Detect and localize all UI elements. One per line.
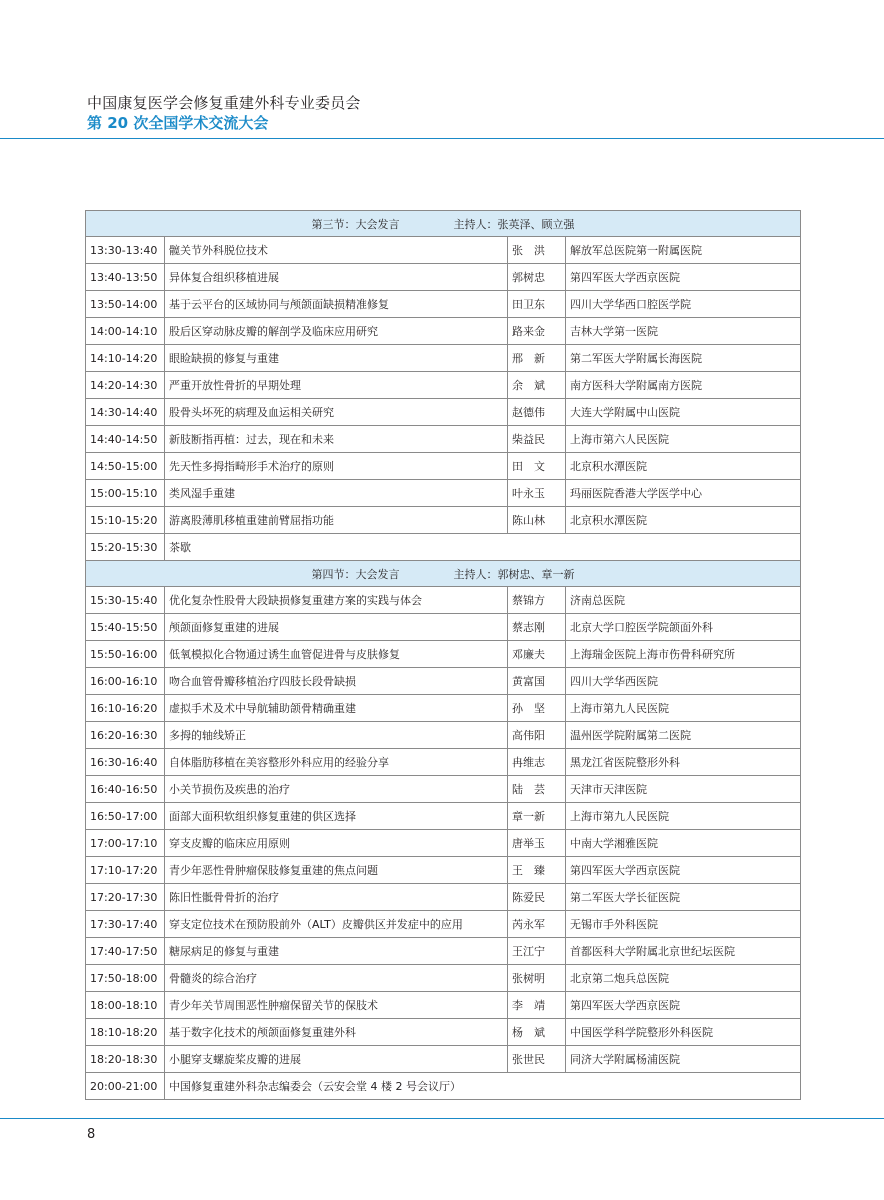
time-cell: 16:30-16:40 xyxy=(86,749,165,776)
break-label: 茶歇 xyxy=(165,534,801,561)
time-cell: 15:50-16:00 xyxy=(86,641,165,668)
topic-cell: 面部大面积软组织修复重建的供区选择 xyxy=(165,803,508,830)
topic-cell: 青少年恶性骨肿瘤保肢修复重建的焦点问题 xyxy=(165,857,508,884)
section-header-row xyxy=(86,561,801,587)
time-cell: 17:30-17:40 xyxy=(86,911,165,938)
speaker-cell: 章一新 xyxy=(508,803,566,830)
affiliation-cell: 北京积水潭医院 xyxy=(566,507,801,534)
affiliation-cell: 上海市第六人民医院 xyxy=(566,426,801,453)
affiliation-cell: 中南大学湘雅医院 xyxy=(566,830,801,857)
break-row xyxy=(86,534,801,561)
topic-cell: 穿支定位技术在预防股前外（ALT）皮瓣供区并发症中的应用 xyxy=(165,911,508,938)
table-row xyxy=(86,614,801,641)
table-row xyxy=(86,426,801,453)
topic-cell: 穿支皮瓣的临床应用原则 xyxy=(165,830,508,857)
time-cell: 17:10-17:20 xyxy=(86,857,165,884)
time-cell: 14:40-14:50 xyxy=(86,426,165,453)
table-row xyxy=(86,749,801,776)
table-row xyxy=(86,1046,801,1073)
time-cell: 18:10-18:20 xyxy=(86,1019,165,1046)
topic-cell: 糖尿病足的修复与重建 xyxy=(165,938,508,965)
table-row xyxy=(86,237,801,264)
speaker-cell: 黄富国 xyxy=(508,668,566,695)
speaker-cell: 杨 斌 xyxy=(508,1019,566,1046)
table-row xyxy=(86,695,801,722)
time-cell: 13:50-14:00 xyxy=(86,291,165,318)
table-row xyxy=(86,453,801,480)
speaker-cell: 田卫东 xyxy=(508,291,566,318)
topic-cell: 类风湿手重建 xyxy=(165,480,508,507)
topic-cell: 髋关节外科脱位技术 xyxy=(165,237,508,264)
time-cell: 15:30-15:40 xyxy=(86,587,165,614)
affiliation-cell: 无锡市手外科医院 xyxy=(566,911,801,938)
page-header xyxy=(87,93,361,133)
section-header xyxy=(86,211,801,237)
affiliation-cell: 北京第二炮兵总医院 xyxy=(566,965,801,992)
affiliation-cell: 四川大学华西口腔医学院 xyxy=(566,291,801,318)
affiliation-cell: 黑龙江省医院整形外科 xyxy=(566,749,801,776)
speaker-cell: 余 斌 xyxy=(508,372,566,399)
affiliation-cell: 玛丽医院香港大学医学中心 xyxy=(566,480,801,507)
schedule-table xyxy=(85,210,801,1100)
topic-cell: 青少年关节周围恶性肿瘤保留关节的保肢术 xyxy=(165,992,508,1019)
time-cell: 14:10-14:20 xyxy=(86,345,165,372)
speaker-cell: 蔡志刚 xyxy=(508,614,566,641)
section-header xyxy=(86,561,801,587)
affiliation-cell: 大连大学附属中山医院 xyxy=(566,399,801,426)
time-cell: 16:20-16:30 xyxy=(86,722,165,749)
page-number: 8 xyxy=(87,1127,96,1142)
affiliation-cell: 第四军医大学西京医院 xyxy=(566,264,801,291)
topic-cell: 基于云平台的区域协同与颅颌面缺损精准修复 xyxy=(165,291,508,318)
time-cell: 14:30-14:40 xyxy=(86,399,165,426)
topic-cell: 颅颌面修复重建的进展 xyxy=(165,614,508,641)
topic-cell: 小关节损伤及疾患的治疗 xyxy=(165,776,508,803)
speaker-cell: 叶永玉 xyxy=(508,480,566,507)
time-cell: 13:30-13:40 xyxy=(86,237,165,264)
affiliation-cell: 上海市第九人民医院 xyxy=(566,695,801,722)
topic-cell: 骨髓炎的综合治疗 xyxy=(165,965,508,992)
time-cell: 14:00-14:10 xyxy=(86,318,165,345)
table-row xyxy=(86,345,801,372)
affiliation-cell: 北京积水潭医院 xyxy=(566,453,801,480)
speaker-cell: 陆 芸 xyxy=(508,776,566,803)
speaker-cell: 张树明 xyxy=(508,965,566,992)
speaker-cell: 王 臻 xyxy=(508,857,566,884)
section-title: 第四节：大会发言 xyxy=(311,567,400,581)
time-cell: 16:10-16:20 xyxy=(86,695,165,722)
topic-cell: 异体复合组织移植进展 xyxy=(165,264,508,291)
time-cell: 16:00-16:10 xyxy=(86,668,165,695)
table-row xyxy=(86,722,801,749)
topic-cell: 虚拟手术及术中导航辅助颌骨精确重建 xyxy=(165,695,508,722)
speaker-cell: 张世民 xyxy=(508,1046,566,1073)
section-header-row xyxy=(86,211,801,237)
speaker-cell: 邓廉夫 xyxy=(508,641,566,668)
affiliation-cell: 上海瑞金医院上海市伤骨科研究所 xyxy=(566,641,801,668)
speaker-cell: 田 文 xyxy=(508,453,566,480)
affiliation-cell: 第四军医大学西京医院 xyxy=(566,857,801,884)
speaker-cell: 蔡锦方 xyxy=(508,587,566,614)
section-host: 主持人：张英泽、顾立强 xyxy=(453,217,575,231)
affiliation-cell: 上海市第九人民医院 xyxy=(566,803,801,830)
speaker-cell: 冉维志 xyxy=(508,749,566,776)
affiliation-cell: 天津市天津医院 xyxy=(566,776,801,803)
table-row xyxy=(86,507,801,534)
speaker-cell: 张 洪 xyxy=(508,237,566,264)
affiliation-cell: 第二军医大学附属长海医院 xyxy=(566,345,801,372)
time-cell: 16:50-17:00 xyxy=(86,803,165,830)
table-row xyxy=(86,830,801,857)
footer-divider xyxy=(0,1118,884,1119)
table-row xyxy=(86,399,801,426)
time-cell: 14:50-15:00 xyxy=(86,453,165,480)
speaker-cell: 邢 新 xyxy=(508,345,566,372)
organization-title: 中国康复医学会修复重建外科专业委员会 xyxy=(87,94,361,112)
evening-meeting-label: 中国修复重建外科杂志编委会（云安会堂 4 楼 2 号会议厅） xyxy=(165,1073,801,1100)
speaker-cell: 李 靖 xyxy=(508,992,566,1019)
affiliation-cell: 四川大学华西医院 xyxy=(566,668,801,695)
speaker-cell: 陈山林 xyxy=(508,507,566,534)
time-cell: 16:40-16:50 xyxy=(86,776,165,803)
affiliation-cell: 温州医学院附属第二医院 xyxy=(566,722,801,749)
speaker-cell: 赵德伟 xyxy=(508,399,566,426)
affiliation-cell: 中国医学科学院整形外科医院 xyxy=(566,1019,801,1046)
speaker-cell: 高伟阳 xyxy=(508,722,566,749)
topic-cell: 股骨头坏死的病理及血运相关研究 xyxy=(165,399,508,426)
affiliation-cell: 吉林大学第一医院 xyxy=(566,318,801,345)
table-row xyxy=(86,587,801,614)
section-title: 第三节：大会发言 xyxy=(311,217,400,231)
time-cell: 17:00-17:10 xyxy=(86,830,165,857)
table-row xyxy=(86,938,801,965)
topic-cell: 基于数字化技术的颅颌面修复重建外科 xyxy=(165,1019,508,1046)
time-cell: 17:40-17:50 xyxy=(86,938,165,965)
table-row xyxy=(86,776,801,803)
affiliation-cell: 同济大学附属杨浦医院 xyxy=(566,1046,801,1073)
section-host: 主持人：郭树忠、章一新 xyxy=(453,567,575,581)
time-cell: 13:40-13:50 xyxy=(86,264,165,291)
time-cell: 15:20-15:30 xyxy=(86,534,165,561)
time-cell: 17:50-18:00 xyxy=(86,965,165,992)
affiliation-cell: 南方医科大学附属南方医院 xyxy=(566,372,801,399)
speaker-cell: 柴益民 xyxy=(508,426,566,453)
time-cell: 18:20-18:30 xyxy=(86,1046,165,1073)
topic-cell: 自体脂肪移植在美容整形外科应用的经验分享 xyxy=(165,749,508,776)
evening-meeting-row xyxy=(86,1073,801,1100)
conference-title: 第 20 次全国学术交流大会 xyxy=(87,114,269,132)
table-row xyxy=(86,992,801,1019)
topic-cell: 吻合血管骨瓣移植治疗四肢长段骨缺损 xyxy=(165,668,508,695)
topic-cell: 眼睑缺损的修复与重建 xyxy=(165,345,508,372)
speaker-cell: 郭树忠 xyxy=(508,264,566,291)
affiliation-cell: 北京大学口腔医学院颌面外科 xyxy=(566,614,801,641)
time-cell: 15:00-15:10 xyxy=(86,480,165,507)
topic-cell: 严重开放性骨折的早期处理 xyxy=(165,372,508,399)
speaker-cell: 孙 坚 xyxy=(508,695,566,722)
time-cell: 15:40-15:50 xyxy=(86,614,165,641)
time-cell: 14:20-14:30 xyxy=(86,372,165,399)
speaker-cell: 王江宁 xyxy=(508,938,566,965)
table-row xyxy=(86,318,801,345)
topic-cell: 游离股薄肌移植重建前臂屈指功能 xyxy=(165,507,508,534)
table-row xyxy=(86,857,801,884)
table-row xyxy=(86,264,801,291)
topic-cell: 小腿穿支螺旋桨皮瓣的进展 xyxy=(165,1046,508,1073)
affiliation-cell: 济南总医院 xyxy=(566,587,801,614)
speaker-cell: 芮永军 xyxy=(508,911,566,938)
table-row xyxy=(86,884,801,911)
topic-cell: 陈旧性骶骨骨折的治疗 xyxy=(165,884,508,911)
topic-cell: 股后区穿动脉皮瓣的解剖学及临床应用研究 xyxy=(165,318,508,345)
affiliation-cell: 第四军医大学西京医院 xyxy=(566,992,801,1019)
table-row xyxy=(86,803,801,830)
time-cell: 18:00-18:10 xyxy=(86,992,165,1019)
table-row xyxy=(86,965,801,992)
topic-cell: 多拇的轴线矫正 xyxy=(165,722,508,749)
table-row xyxy=(86,911,801,938)
topic-cell: 先天性多拇指畸形手术治疗的原则 xyxy=(165,453,508,480)
topic-cell: 新肢断指再植：过去，现在和未来 xyxy=(165,426,508,453)
affiliation-cell: 解放军总医院第一附属医院 xyxy=(566,237,801,264)
affiliation-cell: 首都医科大学附属北京世纪坛医院 xyxy=(566,938,801,965)
topic-cell: 优化复杂性股骨大段缺损修复重建方案的实践与体会 xyxy=(165,587,508,614)
table-row xyxy=(86,291,801,318)
schedule-body xyxy=(86,211,801,1100)
table-row xyxy=(86,668,801,695)
header-divider xyxy=(0,138,884,139)
table-row xyxy=(86,372,801,399)
time-cell: 17:20-17:30 xyxy=(86,884,165,911)
time-cell: 15:10-15:20 xyxy=(86,507,165,534)
table-row xyxy=(86,641,801,668)
speaker-cell: 唐举玉 xyxy=(508,830,566,857)
speaker-cell: 陈爱民 xyxy=(508,884,566,911)
table-row xyxy=(86,480,801,507)
affiliation-cell: 第二军医大学长征医院 xyxy=(566,884,801,911)
speaker-cell: 路来金 xyxy=(508,318,566,345)
table-row xyxy=(86,1019,801,1046)
topic-cell: 低氧模拟化合物通过诱生血管促进骨与皮肤修复 xyxy=(165,641,508,668)
time-cell: 20:00-21:00 xyxy=(86,1073,165,1100)
